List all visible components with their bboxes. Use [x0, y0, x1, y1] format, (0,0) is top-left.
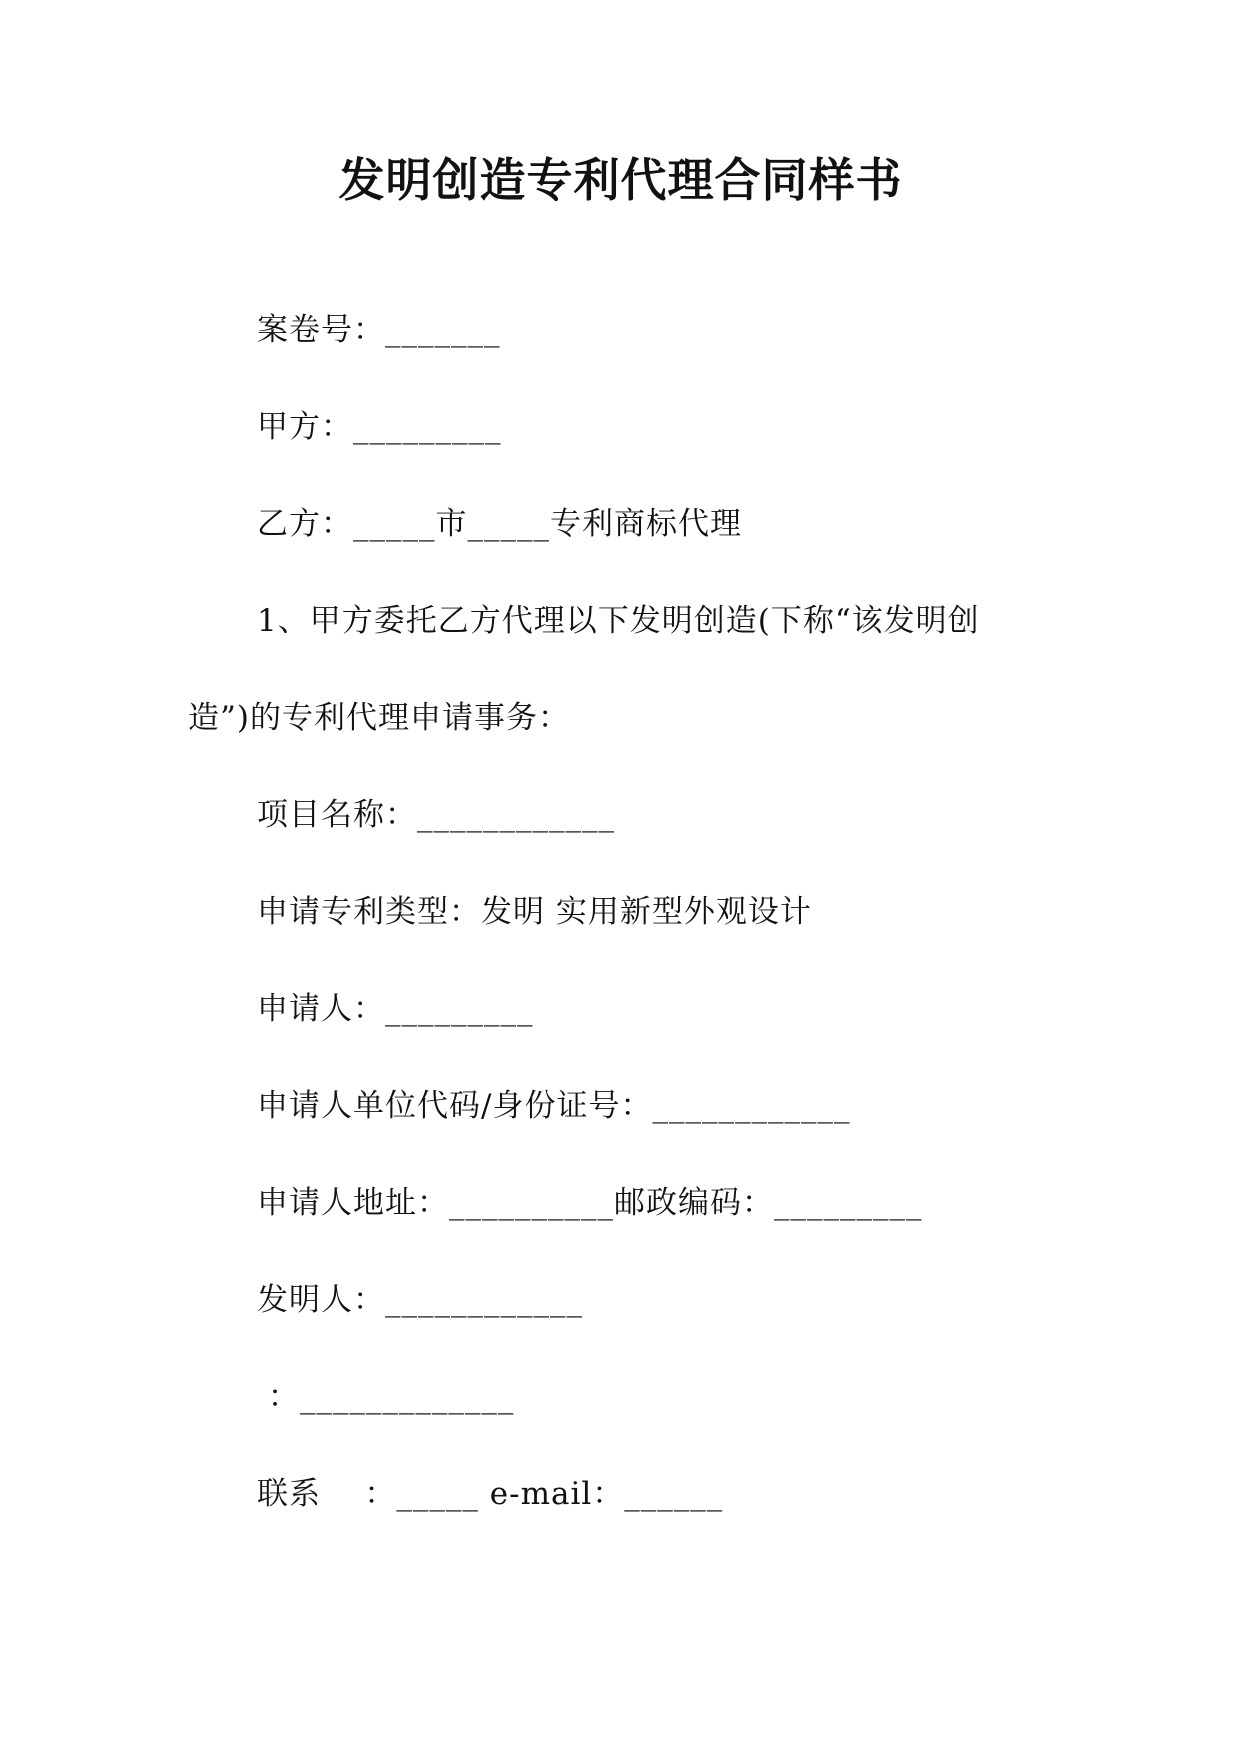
- document-title: 发明创造专利代理合同样书: [338, 153, 903, 207]
- inventor-line: 发明人：____________: [257, 1282, 583, 1318]
- clause-1-line-2: 造”)的专利代理申请事务：: [188, 700, 570, 736]
- patent-type-line: 申请专利类型：发明 实用新型外观设计: [257, 894, 812, 930]
- clause-1-line-1: 1、甲方委托乙方代理以下发明创造(下称“该发明创: [257, 603, 980, 639]
- party-a-line: 甲方：_________: [257, 409, 502, 445]
- applicant-line: 申请人：_________: [257, 991, 534, 1027]
- project-name-line: 项目名称：____________: [257, 797, 615, 833]
- blank-field-line: ：_____________: [257, 1379, 515, 1415]
- case-number-line: 案卷号：_______: [257, 312, 501, 348]
- applicant-address-line: 申请人地址：__________邮政编码：_________: [257, 1185, 923, 1221]
- applicant-id-line: 申请人单位代码/身份证号：____________: [257, 1088, 851, 1124]
- party-b-line: 乙方：_____市_____专利商标代理: [257, 506, 742, 542]
- contact-line: 联系 ：_____ e-mail：______: [257, 1476, 724, 1512]
